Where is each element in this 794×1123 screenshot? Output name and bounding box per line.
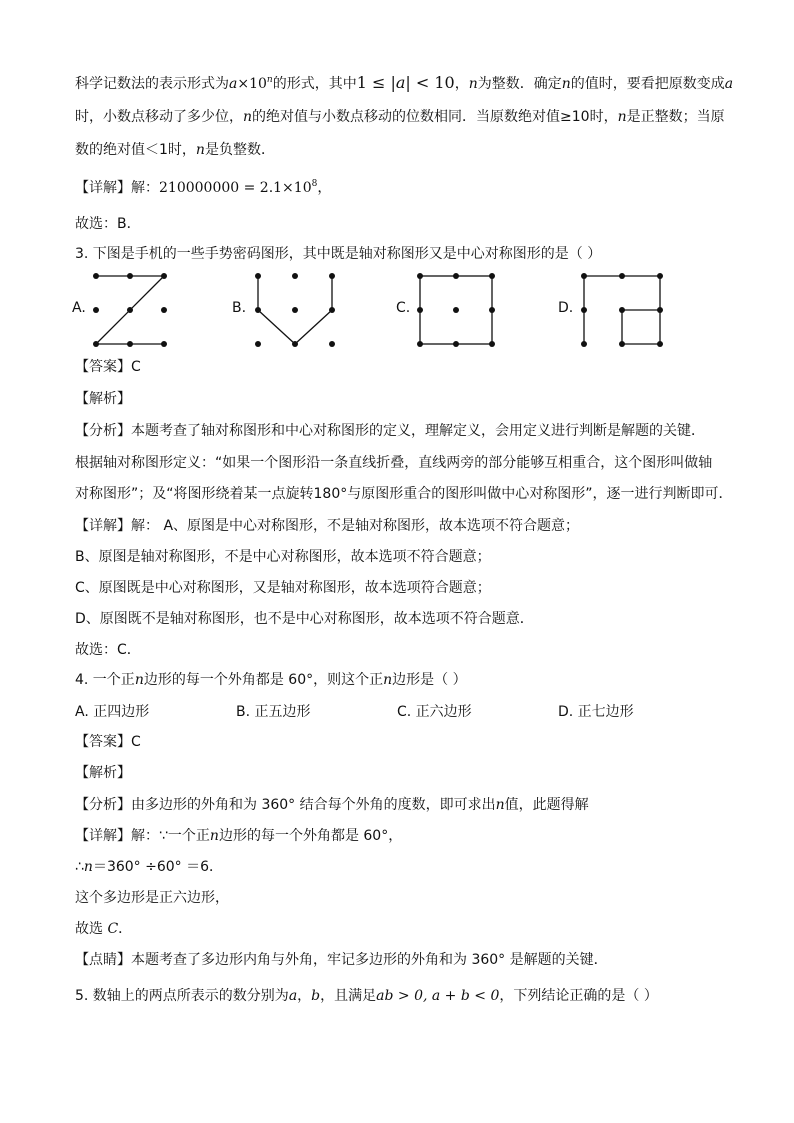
q4-answer: 【答案】C xyxy=(75,734,141,750)
math-var-n: n xyxy=(561,76,571,92)
text: ，下列结论正确的是（ ） xyxy=(499,988,658,1004)
math-var-a: a xyxy=(288,988,298,1004)
text: ， xyxy=(297,988,312,1004)
q3-definition-line-2: 对称图形”；及“将图形绕着某一点旋转180°与原图形重合的图形叫做中心对称图形”，逐一进行判断即可． xyxy=(75,486,733,502)
q3-stem: 3. 下图是手机的一些手势密码图形，其中既是轴对称图形又是中心对称图形的是（ ） xyxy=(75,246,602,262)
q4-choice-b: B. 正五边形 xyxy=(236,704,311,720)
math-var-c: C xyxy=(107,921,119,937)
math-var-a: a xyxy=(229,76,238,92)
math-var-n: n xyxy=(209,828,219,844)
math-var-n: n xyxy=(383,672,393,688)
q3-option-c-label: C. xyxy=(396,300,411,316)
text: 是正整数；当原 xyxy=(626,109,725,125)
q3-figure-d xyxy=(581,266,671,352)
text: 【详解】解： xyxy=(75,180,159,196)
q5-stem xyxy=(75,986,658,1006)
q3-analysis-summary: 【分析】本题考查了轴对称图形和中心对称图形的定义，理解定义，会用定义进行判断是解题的关键． xyxy=(75,423,705,439)
text-line-choose-q2: 故选：B． xyxy=(75,216,141,232)
math-times-ten: ×10 xyxy=(237,76,267,92)
q4-detail xyxy=(75,826,402,846)
q3-figure-a xyxy=(93,266,183,352)
q3-figure-c xyxy=(417,266,507,352)
text: 边形的每一个外角都是 60°， xyxy=(218,828,403,844)
q3-definition-line-1: 根据轴对称图形定义：“如果一个图形沿一条直线折叠，直线两旁的部分能够互相重合，这个图形叫做轴 xyxy=(75,455,713,471)
math-var-n: n xyxy=(243,109,253,125)
q3-detail-b: B、原图是轴对称图形，不是中心对称图形，故本选项不符合题意； xyxy=(75,549,491,565)
q4-choice-c: C. 正六边形 xyxy=(397,704,472,720)
math-var-b: b xyxy=(311,988,321,1004)
q3-detail-a: 【详解】解： A、原图是中心对称图形，不是轴对称图形，故本选项不符合题意； xyxy=(75,518,580,534)
math-ineq-left: 1 ≤ xyxy=(356,73,391,92)
q4-conclusion: 这个多边形是正六边形， xyxy=(75,890,229,906)
q4-calculation xyxy=(75,857,223,877)
math-exponent: 8 xyxy=(311,179,318,189)
text: ， xyxy=(317,180,332,196)
text: 时，小数点移动了多少位， xyxy=(75,109,243,125)
text: 为整数．确定 xyxy=(477,76,562,92)
text: 科学记数法的表示形式为 xyxy=(75,76,229,92)
q4-choice-a: A. 正四边形 xyxy=(75,704,150,720)
math-exp-n: n xyxy=(266,75,273,85)
text: 的值时，要看把原数变成 xyxy=(570,76,725,92)
q4-stem xyxy=(75,670,467,690)
text: 数的绝对值＜1时， xyxy=(75,142,196,158)
math-expression: 210000000 = 2.1×10 xyxy=(159,180,312,196)
math-var-n: n xyxy=(134,672,144,688)
text: 边形的每一个外角都是 60°，则这个正 xyxy=(143,672,384,688)
q4-analysis-summary xyxy=(75,795,589,815)
text: ，且满足 xyxy=(320,988,377,1004)
q3-option-a-label: A. xyxy=(72,300,86,316)
q3-detail-c: C、原图既是中心对称图形，又是轴对称图形，故本选项符合题意； xyxy=(75,580,491,596)
text: ＝360° ÷60° ＝6． xyxy=(92,859,224,875)
text-line-detail-q2 xyxy=(75,178,331,198)
q4-remark: 【点睛】本题考查了多边形内角与外角，牢记多边形的外角和为 360° 是解题的关键． xyxy=(75,952,608,968)
q3-analysis-heading: 【解析】 xyxy=(75,391,131,407)
text: 4. 一个正 xyxy=(75,672,135,688)
text: 的绝对值与小数点移动的位数相同．当原数绝对值≥10时， xyxy=(252,109,618,125)
q3-option-d-label: D. xyxy=(558,300,574,316)
q3-choose: 故选：C． xyxy=(75,642,141,658)
text: 是负整数． xyxy=(204,142,275,158)
math-var-n: n xyxy=(617,109,627,125)
text-line-sci-notation-3 xyxy=(75,140,275,160)
math-ineq-right: < 10 xyxy=(410,73,455,92)
text: 5. 数轴上的两点所表示的数分别为 xyxy=(75,988,289,1004)
q3-detail-d: D、原图既不是轴对称图形，也不是中心对称图形，故本选项不符合题意． xyxy=(75,611,534,627)
q4-analysis-heading: 【解析】 xyxy=(75,765,131,781)
math-condition: ab > 0, a + b < 0 xyxy=(376,988,500,1004)
q3-option-b-label: B. xyxy=(232,300,247,316)
text: ． xyxy=(118,921,133,937)
q3-answer: 【答案】C xyxy=(75,359,141,375)
text: 值，此题得解 xyxy=(504,797,589,813)
math-var-a: a xyxy=(724,76,734,92)
q4-choice-d: D. 正七边形 xyxy=(558,704,634,720)
text: 【详解】解：∵一个正 xyxy=(75,828,210,844)
math-var-n: n xyxy=(495,797,505,813)
text: 的形式，其中 xyxy=(272,76,357,92)
text: 边形是（ ） xyxy=(392,672,467,688)
therefore-symbol: ∴ xyxy=(75,859,84,875)
math-var-n: n xyxy=(195,142,205,158)
math-abs-a: |a| xyxy=(390,73,411,92)
text-line-sci-notation-2 xyxy=(75,107,725,127)
q4-choose xyxy=(75,919,132,939)
math-var-n: n xyxy=(83,859,93,875)
text: ， xyxy=(454,76,469,92)
text-line-sci-notation-1 xyxy=(75,73,733,94)
q3-figure-b xyxy=(255,266,345,352)
text: 故选 xyxy=(75,921,108,937)
math-var-n: n xyxy=(468,76,478,92)
text: 【分析】由多边形的外角和为 360° 结合每个外角的度数，即可求出 xyxy=(75,797,496,813)
